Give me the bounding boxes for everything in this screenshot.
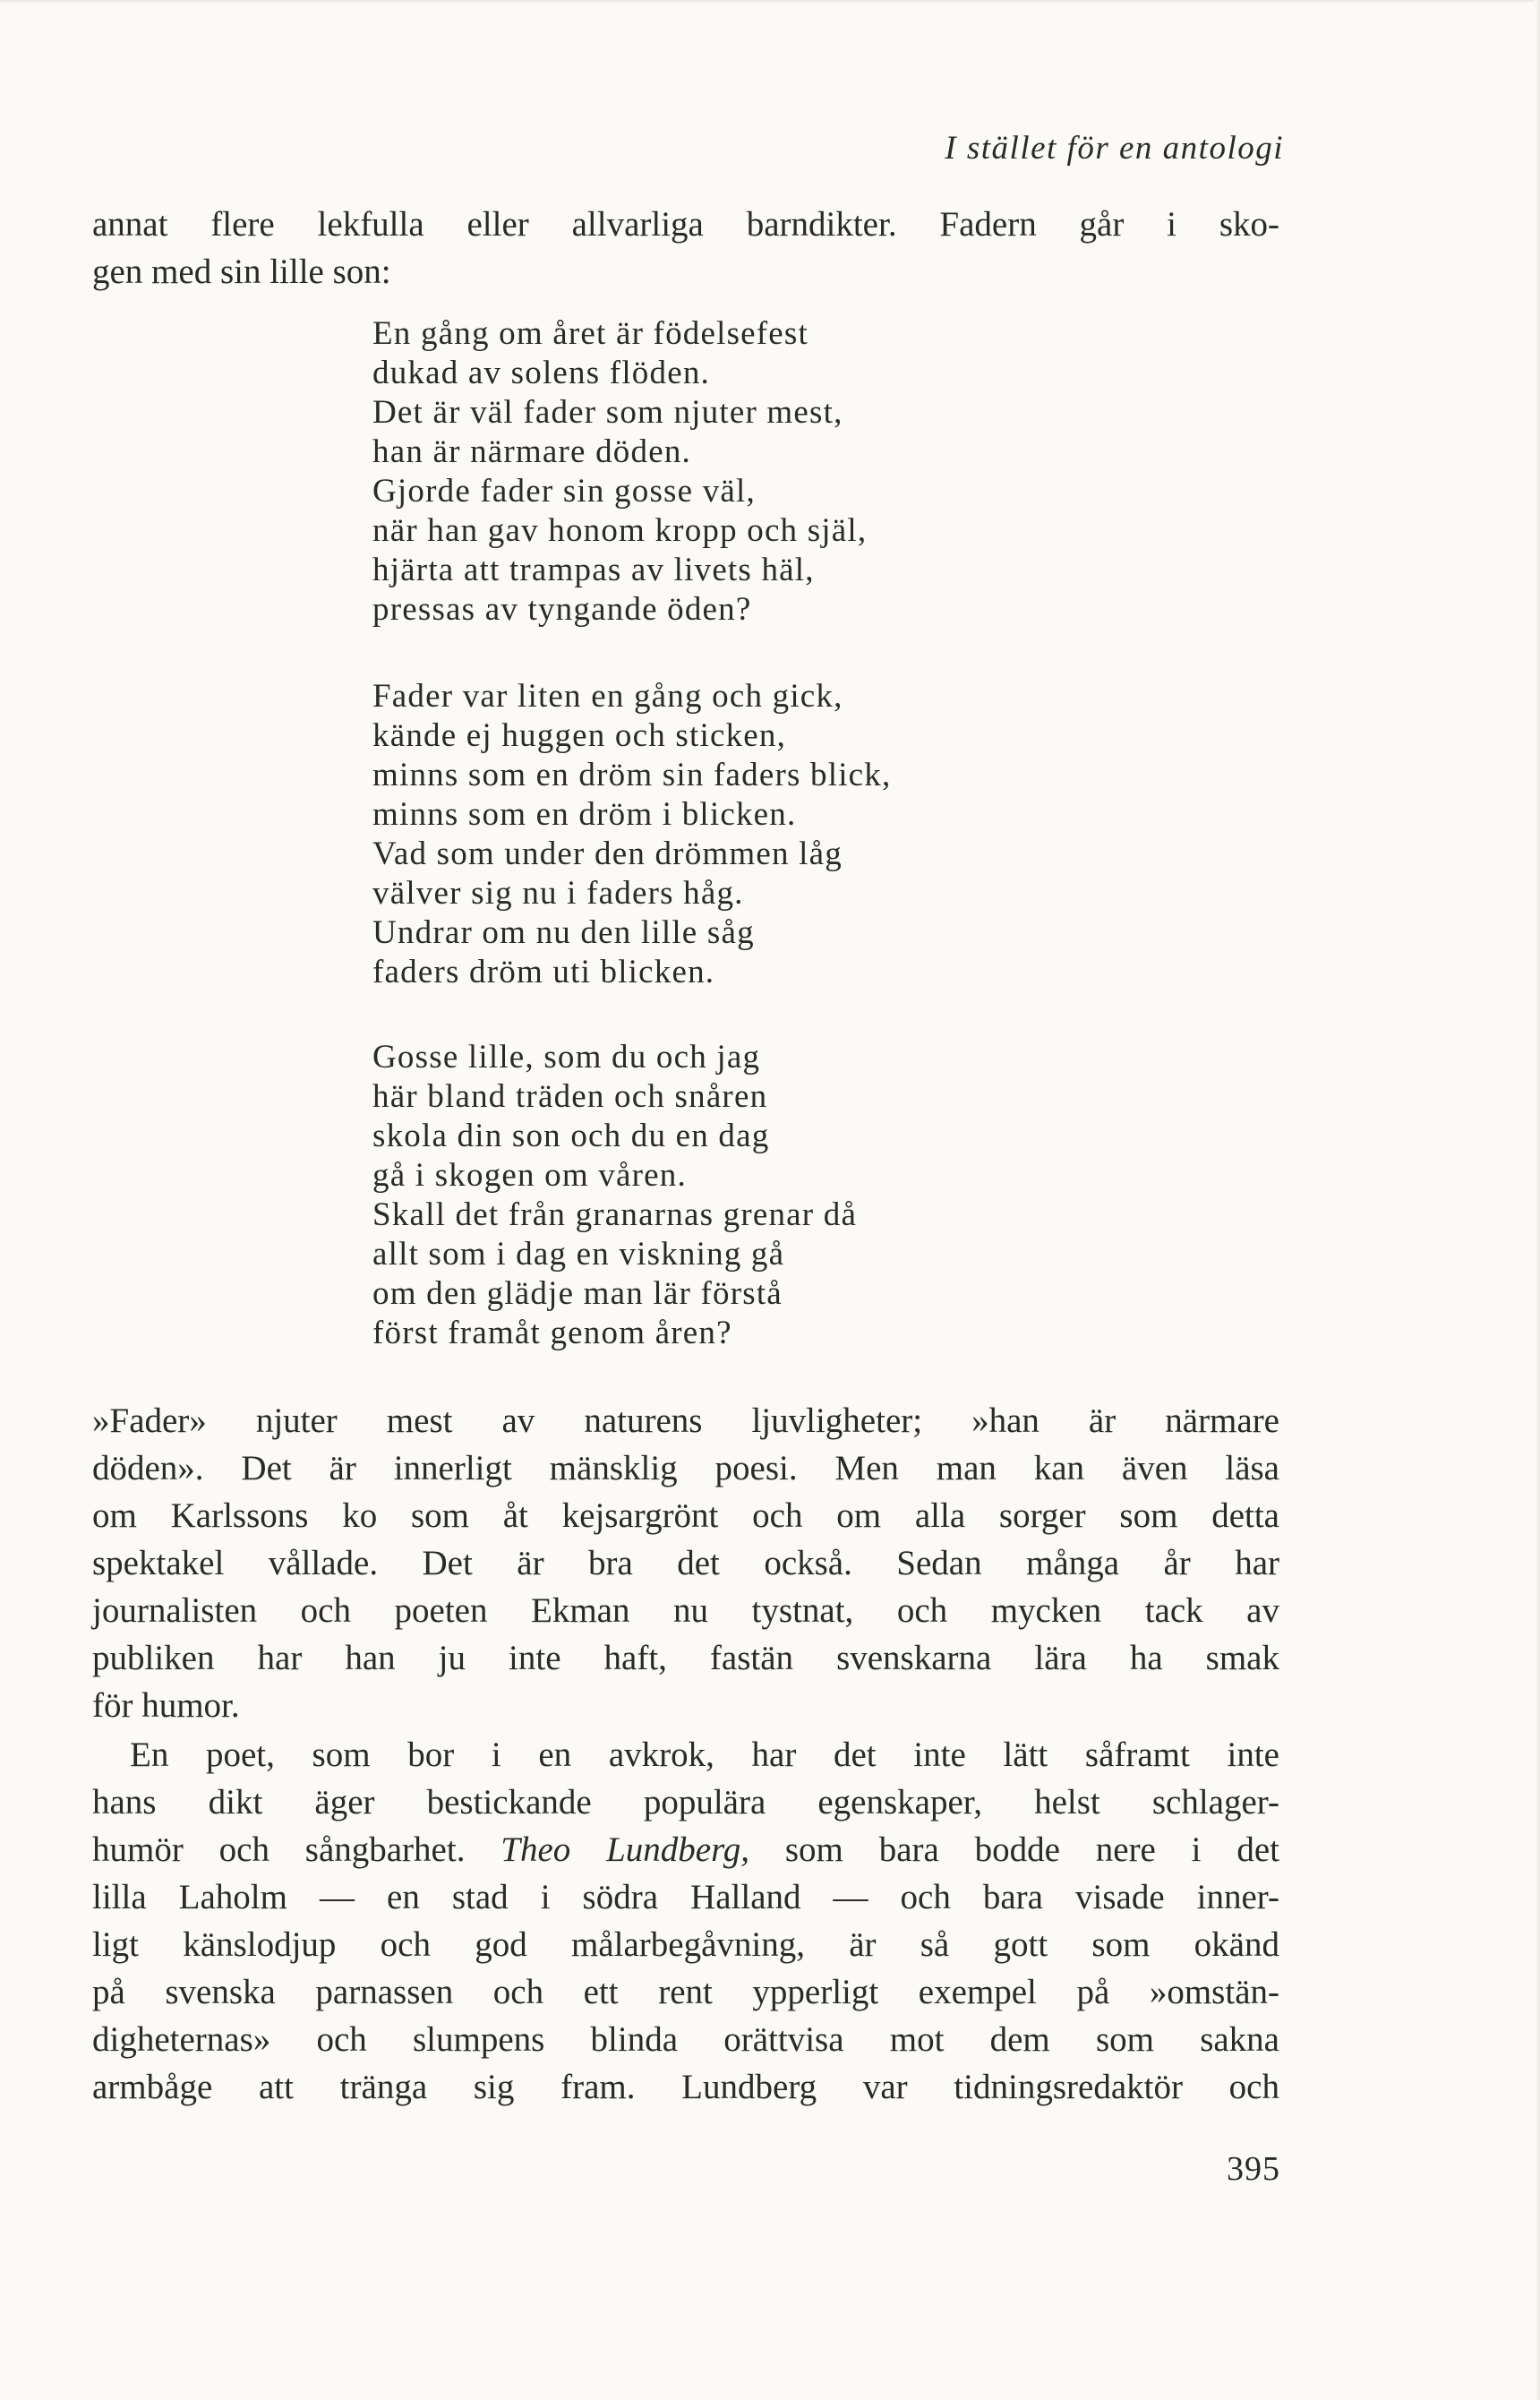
verse-line: En gång om året är födelsefest [372,315,809,352]
text-line: på svenska parnassen och ett rent ypperligt exempel på »omstän- [92,1973,1279,2011]
text-line: om Karlssons ko som åt kejsargrönt och om alla sorger som detta [92,1496,1279,1535]
intro-paragraph [92,201,1279,296]
verse-line: först framåt genom åren? [372,1315,732,1351]
verse-line: minns som en dröm sin faders blick, [372,757,892,793]
text-line: gen med sin lille son: [92,253,391,291]
verse-line: kände ej huggen och sticken, [372,717,787,754]
poem-stanza-1 [372,314,1053,630]
verse-line: här bland träden och snåren [372,1078,768,1115]
text-fragment: som bara bodde nere i det [749,1830,1279,1869]
verse-line: gå i skogen om våren. [372,1157,687,1194]
text-line: annat flere lekfulla eller allvarliga barndikter. Fadern går i sko- [92,205,1279,244]
paragraph-poet [92,1731,1279,2111]
verse-line: när han gav honom kropp och själ, [372,512,868,549]
poem-stanza-2 [372,677,1053,992]
verse-line: Gosse lille, som du och jag [372,1039,761,1076]
poem-stanza-3 [372,1038,1053,1353]
verse-line: han är närmare döden. [372,433,691,470]
page-number: 395 [1227,2150,1280,2188]
text-line: spektakel vållade. Det är bra det också. Sedan många år har [92,1544,1279,1582]
verse-line: skola din son och du en dag [372,1118,770,1154]
text-line: hans dikt äger bestickande populära egenskaper, helst schlager- [92,1783,1279,1821]
text-fragment: humör och sångbarhet. [92,1830,501,1869]
page-edge [0,0,1540,4]
text-line: lilla Laholm — en stad i södra Halland — och bara visade inner- [92,1878,1279,1916]
paragraph-fader [92,1397,1279,1729]
verse-line: om den glädje man lär förstå [372,1275,783,1312]
poet-name: Theo Lundberg, [500,1830,750,1869]
text-line: digheternas» och slumpens blinda orättvisa mot dem som sakna [92,2020,1279,2059]
text-line: döden». Det är innerligt mänsklig poesi. Men man kan även läsa [92,1449,1279,1487]
verse-line: minns som en dröm i blicken. [372,796,797,833]
verse-line: Undrar om nu den lille såg [372,914,755,951]
text-line: armbåge att tränga sig fram. Lundberg var tidningsredaktör och [92,2068,1279,2106]
verse-line: faders dröm uti blicken. [372,954,715,990]
page-edge-right [1535,0,1540,2400]
text-line: »Fader» njuter mest av naturens ljuvligheter; »han är närmare [92,1401,1279,1440]
verse-line: Gjorde fader sin gosse väl, [372,473,756,510]
verse-line: välver sig nu i faders håg. [372,875,744,912]
verse-line: Det är väl fader som njuter mest, [372,394,843,431]
running-head: I stället för en antologi [945,130,1284,167]
text-line: publiken har han ju inte haft, fastän svenskarna lära ha smak [92,1639,1279,1677]
verse-line: hjärta att trampas av livets häl, [372,552,815,588]
text-line: journalisten och poeten Ekman nu tystnat, och mycken tack av [92,1591,1279,1630]
text-line: ligt känslodjup och god målarbegåvning, är så gott som okänd [92,1925,1279,1964]
verse-line: allt som i dag en viskning gå [372,1236,785,1273]
text-line: för humor. [92,1686,240,1725]
verse-line: Fader var liten en gång och gick, [372,678,843,715]
text-line [92,1826,1279,1873]
verse-line: Skall det från granarnas grenar då [372,1196,858,1233]
verse-line: Vad som under den drömmen låg [372,836,843,872]
verse-line: pressas av tyngande öden? [372,591,752,628]
verse-line: dukad av solens flöden. [372,355,710,391]
text-line: En poet, som bor i en avkrok, har det inte lätt såframt inte [130,1736,1279,1774]
